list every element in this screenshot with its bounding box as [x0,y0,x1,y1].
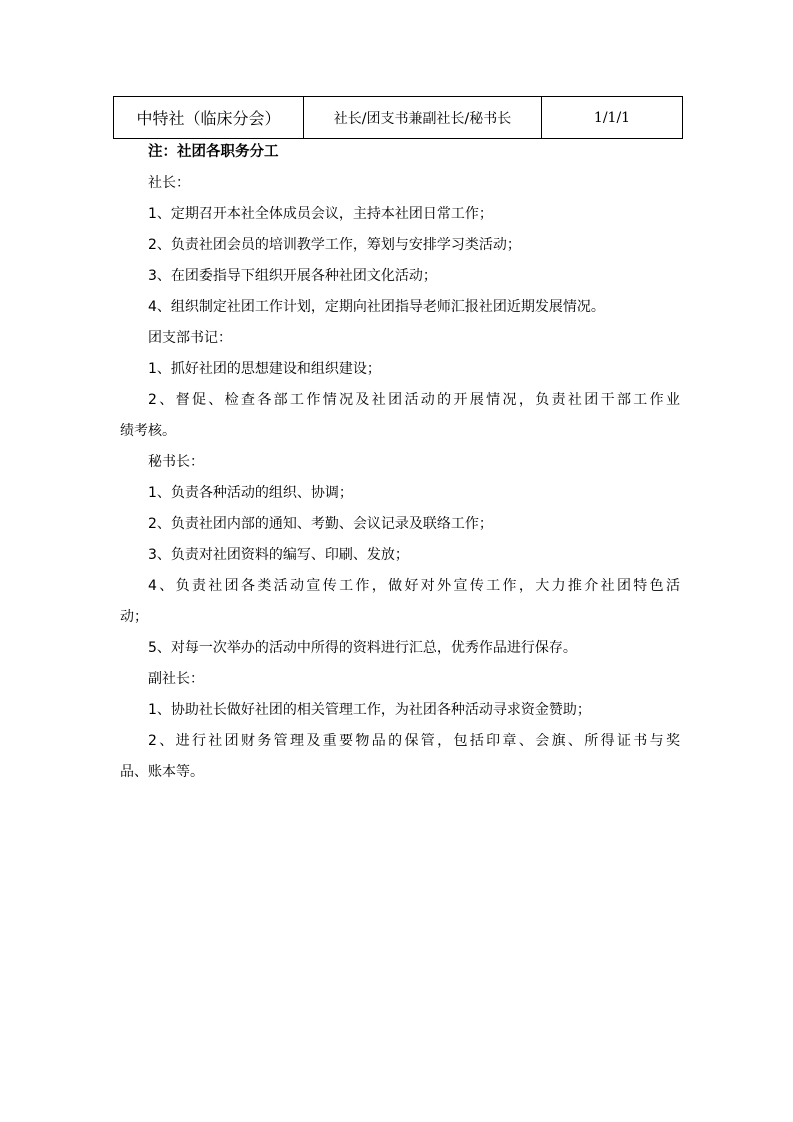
league-secretary-item-continuation: 绩考核。 [120,423,176,439]
president-item: 3、在团委指导下组织开展各种社团文化活动； [148,268,437,284]
secretary-general-item: 3、负责对社团资料的编写、印刷、发放； [148,547,409,563]
secretary-general-item: 4、负责社团各类活动宣传工作，做好对外宣传工作，大力推介社团特色活 [148,578,680,594]
secretary-general-item: 1、负责各种活动的组织、协调； [148,485,353,501]
secretary-general-item: 2、负责社团内部的通知、考勤、会议记录及联络工作； [148,516,493,532]
president-item: 2、负责社团会员的培训教学工作，筹划与安排学习类活动； [148,237,521,253]
president-item: 4、组织制定社团工作计划，定期向社团指导老师汇报社团近期发展情况。 [148,299,605,315]
society-info-table [113,96,683,139]
league-secretary-item: 2、督促、检查各部工作情况及社团活动的开展情况，负责社团干部工作业 [148,392,680,408]
secretary-general-item-continuation: 动； [120,609,148,625]
vice-president-heading: 副社长： [148,671,204,687]
vice-president-item-continuation: 品、账本等。 [120,764,204,780]
secretary-general-heading: 秘书长： [148,454,204,470]
vice-president-item: 1、协助社长做好社团的相关管理工作，为社团各种活动寻求资金赞助； [148,702,591,718]
society-name-cell: 中特社（临床分会） [114,97,304,139]
positions-cell: 社长/团支书兼副社长/秘书长 [304,97,542,139]
league-secretary-heading: 团支部书记： [148,330,232,346]
president-heading: 社长： [148,175,190,191]
president-item: 1、定期召开本社全体成员会议，主持本社团日常工作； [148,206,493,222]
position-counts-cell: 1/1/1 [542,97,683,139]
society-info-row [114,97,683,139]
vice-president-item: 2、进行社团财务管理及重要物品的保管，包括印章、会旗、所得证书与奖 [148,733,680,749]
secretary-general-item: 5、对每一次举办的活动中所得的资料进行汇总，优秀作品进行保存。 [148,640,577,656]
note-title: 注：社团各职务分工 [148,144,279,160]
league-secretary-item: 1、抓好社团的思想建设和组织建设； [148,361,381,377]
